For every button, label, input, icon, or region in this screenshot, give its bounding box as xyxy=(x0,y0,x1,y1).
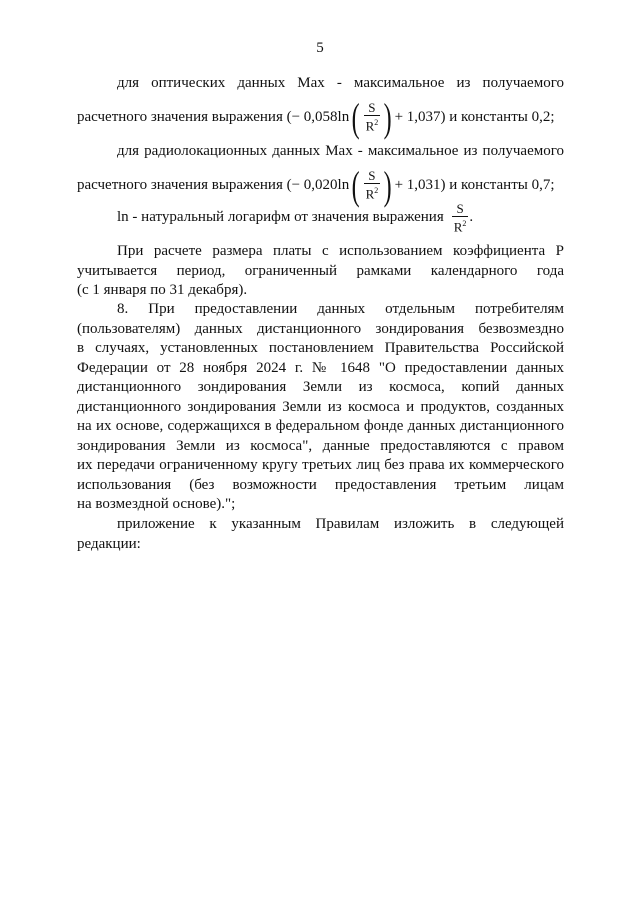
text-line: дистанционного зондирования Земли из космоса, копий данных xyxy=(77,379,564,395)
paragraph-8 xyxy=(77,300,564,515)
text-line: для радиолокационных данных Max - максимальное из получаемого xyxy=(117,143,564,159)
text-line: (пользователям) данных дистанционного зондирования безвозмездно xyxy=(77,320,564,337)
fraction-denominator: $R^2$ xyxy=(365,186,379,202)
text-line: 8. При предоставлении данных отдельным потребителям xyxy=(117,301,564,317)
left-paren: ( xyxy=(351,94,360,140)
text-line: При расчете размера платы с использованием коэффициента P xyxy=(117,243,564,259)
fraction-s-over-r2 xyxy=(452,202,469,234)
optical-formula-line xyxy=(77,94,564,142)
text-fragment: ) и константы 0,7; xyxy=(440,176,555,193)
fraction-s-over-r2 xyxy=(364,169,381,201)
text-line: на возмездной основе)."; xyxy=(77,496,236,512)
text-line: их передачи ограниченному кругу третьих лиц без права их коммерческого xyxy=(77,457,564,473)
fraction-s-over-r2 xyxy=(364,101,381,133)
optical-data-paragraph xyxy=(77,74,564,142)
text-line: Федерации от 28 ноября 2024 г. № 1648 "О предоставлении данных xyxy=(77,359,564,376)
text-line: учитывается период, ограниченный рамками календарного года xyxy=(77,262,564,279)
text-line: для оптических данных Max - максимальное из получаемого xyxy=(117,75,564,91)
right-paren: ) xyxy=(383,162,392,208)
text-line: редакции: xyxy=(77,535,141,552)
formula-addend: + 1,037 xyxy=(394,108,441,125)
formula-addend: + 1,031 xyxy=(394,176,441,193)
text-fragment: ) и константы 0,2; xyxy=(440,108,555,125)
right-paren: ) xyxy=(383,94,392,140)
text-line: зондирования Земли из космоса", данные предоставляются с правом xyxy=(77,437,564,454)
fraction-denominator: $R^2$ xyxy=(365,118,379,134)
application-paragraph xyxy=(77,515,564,554)
text-line: (с 1 января по 31 декабря). xyxy=(77,282,248,298)
text-fragment: расчетного значения выражения ( xyxy=(77,176,292,193)
text-line: приложение к указанным Правилам изложить в следующей xyxy=(117,516,564,532)
coefficient-p-paragraph xyxy=(77,242,564,301)
ln-definition xyxy=(117,200,564,236)
left-paren: ( xyxy=(351,162,360,208)
formula-coefficient: − 0,020ln xyxy=(291,176,350,193)
fraction-numerator: S xyxy=(368,168,376,184)
text-fragment: расчетного значения выражения ( xyxy=(77,108,292,125)
text-fragment: . xyxy=(469,209,474,226)
text-line: в случаях, установленных постановлением Правительства Российской xyxy=(77,340,564,356)
fraction-numerator: S xyxy=(456,200,464,216)
text-line: на их основе, содержащихся в федеральном фонде данных дистанционного xyxy=(77,418,564,434)
fraction-denominator: $R^2$ xyxy=(453,218,467,235)
fraction-numerator: S xyxy=(368,100,376,116)
text-line: дистанционного зондирования Земли из космоса и продуктов, созданных xyxy=(77,398,564,415)
page-number: 5 xyxy=(316,40,324,56)
formula-coefficient: − 0,058ln xyxy=(291,108,350,125)
text-fragment: ln - натуральный логарифм от значения выражения xyxy=(117,209,444,226)
text-line: использования (без возможности предоставления третьим лицам xyxy=(77,476,564,493)
